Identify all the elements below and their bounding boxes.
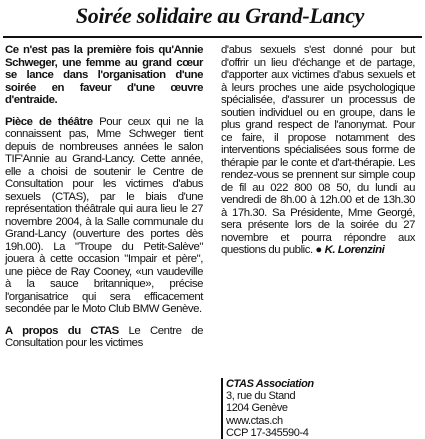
theatre-heading: Pièce de théâtre bbox=[5, 115, 93, 128]
ctas-heading: A propos du CTAS bbox=[5, 324, 119, 337]
left-column bbox=[5, 44, 203, 359]
contact-web: www.ctas.ch bbox=[226, 414, 283, 427]
end-bullet-icon: ● bbox=[315, 244, 322, 256]
contact-city: 1204 Genève bbox=[226, 402, 288, 415]
contact-box bbox=[221, 378, 376, 439]
ctas-description: d'abus sexuels s'est donné pour but d'offrir un lieu d'échange et de partage, d'apporter aux victimes d'abus sexuels et à leurs proches une aide psychologique spécialisée, d'assurer un processus de soutien individuel ou en groupe, dans le plus grand respect de l'anonymat. Pour ce faire, il propose notamment des interventions spécialisées sous forme de thérapie par le conte et d'art-thérapie. Les rendez-vous se prennent sur simple coup de fil au 022 800 08 50, du lundi au vendredi de 8h.00 à 12h.00 et de 13h.30 à 17h.30. Sa Présidente, Mme Georgé, sera présente lors de la soirée du 27 novembre et pourra répondre aux questions du public. bbox=[221, 44, 415, 256]
intro-paragraph: Ce n'est pas la première fois qu'Annie Schweger, une femme au grand cœur se lance dans l'organisation d'une soirée en faveur d'une œuvre d'entraide. bbox=[5, 44, 203, 106]
contact-street: 3, rue du Stand bbox=[226, 390, 296, 403]
right-column bbox=[221, 44, 415, 266]
headline-rule bbox=[3, 36, 422, 38]
author-signature: K. Lorenzini bbox=[324, 244, 385, 256]
theatre-paragraph bbox=[5, 116, 203, 316]
contact-org: CTAS Association bbox=[226, 378, 314, 390]
theatre-body: Pour ceux qui ne la connaissent pas, Mme Schweger tient depuis de nombreuses années le salon TIF'Annie au Grand-Lancy. Cette année, elle a choisi de soutenir le Centre de Consultation pour les victimes d'abus sexuels (CTAS), par le biais d'une représentation théâtrale qui aura lieu le 27 novembre 2004, à la Salle communale du Grand-Lancy (ouverture des portes dès 19h.00). La "Troupe du Petit-Salève" jouera à cette occasion "Impair et père", une pièce de Ray Cooney, «un vaudeville à la sauce britannique», précise l'organisatrice qui sera efficacement secondée par le Moto Club BMW Genève. bbox=[5, 115, 203, 315]
contact-ccp: CCP 17-345590-4 bbox=[226, 426, 309, 439]
ctas-description-paragraph bbox=[221, 44, 415, 257]
ctas-body: Le Centre de Consultation pour les victimes bbox=[5, 324, 203, 349]
ctas-paragraph bbox=[5, 325, 203, 350]
article-headline: Soirée solidaire au Grand-Lancy bbox=[75, 3, 365, 28]
